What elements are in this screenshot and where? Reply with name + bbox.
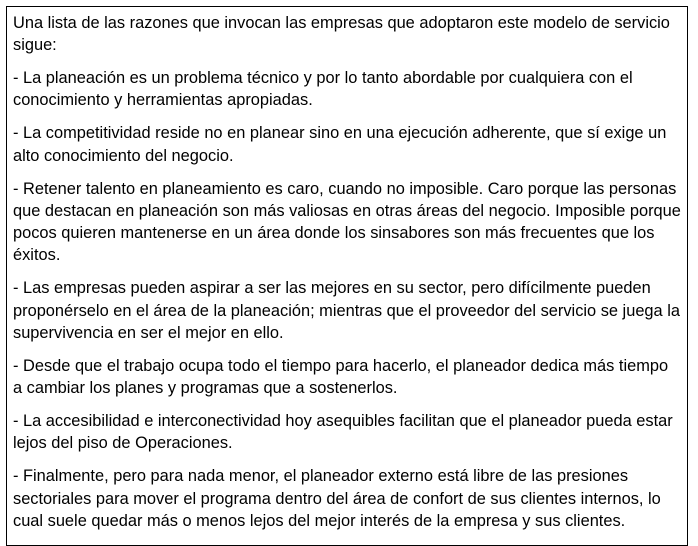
reason-competitiveness: - La competitividad reside no en planear sino en una ejecución adherente, que sí exige un alto conocimiento del negocio.	[13, 124, 667, 165]
reason-time-usage: - Desde que el trabajo ocupa todo el tiempo para hacerlo, el planeador dedica más tiempo a cambiar los planes y programas que a sostenerlos.	[13, 356, 669, 398]
reason-best-in-sector: - Las empresas pueden aspirar a ser las mejores en su sector, pero difícilmente pueden proponérselo en el área de la planeación; mientras que el proveedor del servicio se juega la supervivencia en ser el mejor en ello.	[13, 279, 680, 342]
text-box	[6, 6, 688, 546]
reason-external-planner: - Finalmente, pero para nada menor, el planeador externo está libre de las presiones sectoriales para mover el programa dentro del área de confort de sus clientes internos, lo cual suele quedar más o menos lejos del mejor interés de la empresa y sus clientes.	[13, 467, 661, 530]
reason-accessibility: - La accesibilidad e interconectividad hoy asequibles facilitan que el planeador pueda estar lejos del piso de Operaciones.	[13, 412, 673, 453]
reason-talent-retention: - Retener talento en planeamiento es caro, cuando no imposible. Caro porque las personas que destacan en planeación son más valiosas en otras áreas del negocio. Imposible porque pocos quieren mantenerse en un área donde los sinsabores son más frecuentes que los éxitos.	[13, 179, 681, 265]
intro-paragraph: Una lista de las razones que invocan las empresas que adoptaron este modelo de servicio sigue:	[13, 14, 670, 55]
reason-planning-technical: - La planeación es un problema técnico y por lo tanto abordable por cualquiera con el conocimiento y herramientas apropiadas.	[13, 69, 633, 110]
